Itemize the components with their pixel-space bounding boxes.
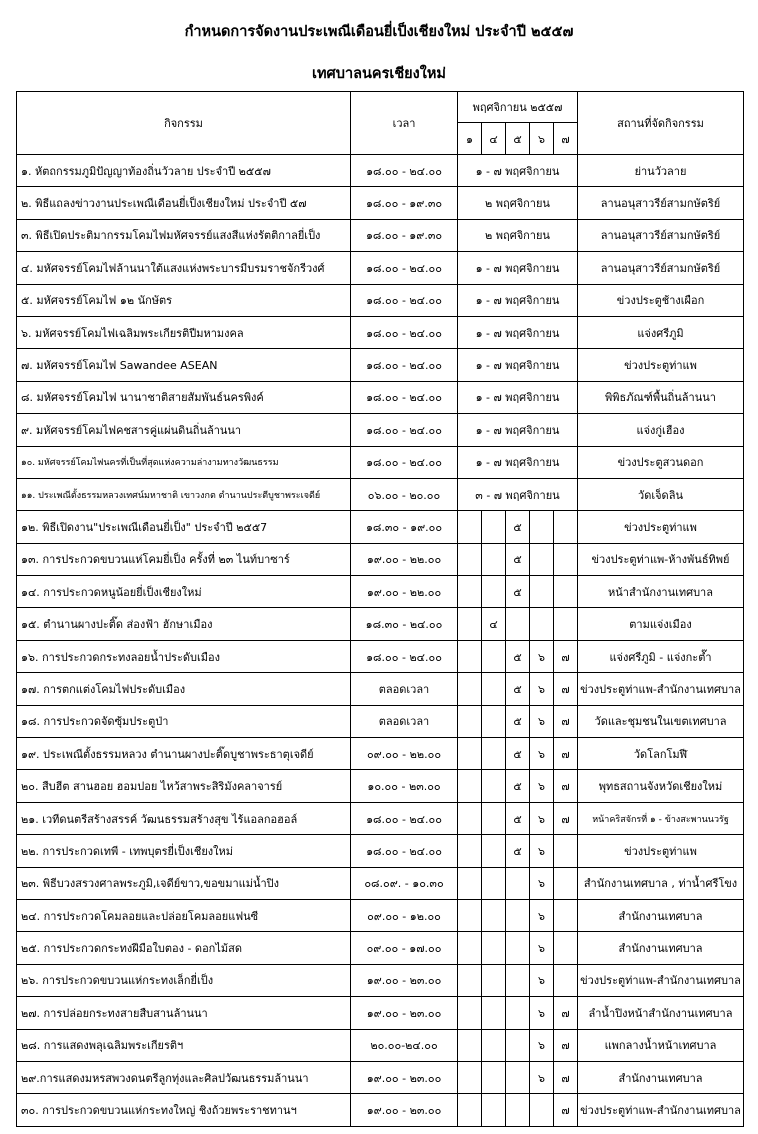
day-cell: ๕ [506, 511, 530, 543]
day-cell [482, 1029, 506, 1061]
time-cell: ตลอดเวลา [351, 705, 458, 737]
table-row [17, 640, 744, 672]
table-row [17, 1061, 744, 1093]
time-cell: ๐๙.๐๐ - ๑๒.๐๐ [351, 899, 458, 931]
day-cell: ๕ [506, 543, 530, 575]
time-cell: ๑๙.๐๐ - ๒๓.๐๐ [351, 997, 458, 1029]
table-row [17, 252, 744, 284]
table-row [17, 414, 744, 446]
date-span-cell: ๒ พฤศจิกายน [458, 187, 578, 219]
location-cell: หน้าสำนักงานเทศบาล [578, 576, 744, 608]
table-row [17, 867, 744, 899]
table-row [17, 770, 744, 802]
location-cell: แพกลางน้ำหน้าเทศบาล [578, 1029, 744, 1061]
location-cell: สำนักงานเทศบาล [578, 932, 744, 964]
date-span-cell: ๑ - ๗ พฤศจิกายน [458, 414, 578, 446]
day-cell: ๖ [530, 705, 554, 737]
day-cell [458, 802, 482, 834]
time-cell: ๑๘.๐๐ - ๒๔.๐๐ [351, 802, 458, 834]
table-row [17, 964, 744, 996]
day-cell [458, 543, 482, 575]
time-cell: ตลอดเวลา [351, 673, 458, 705]
time-cell: ๐๙.๐๐ - ๑๗.๐๐ [351, 932, 458, 964]
time-cell: ๑๘.๓๐ - ๒๔.๐๐ [351, 608, 458, 640]
header-month: พฤศจิกายน ๒๕๕๗ [458, 92, 578, 123]
activity-cell: ๒๑. เวทีดนตรีสร้างสรรค์ วัฒนธรรมสร้างสุข ไร้แอลกอฮอล์ [17, 802, 351, 834]
time-cell: ๐๙.๐๐ - ๒๒.๐๐ [351, 738, 458, 770]
day-cell [482, 1061, 506, 1093]
header-day: ๔ [482, 123, 506, 155]
table-row [17, 219, 744, 251]
activity-cell: ๖. มหัศจรรย์โคมไฟเฉลิมพระเกียรติปีมหามงคล [17, 316, 351, 348]
activity-cell: ๒. พิธีแถลงข่าวงานประเพณีเดือนยี่เป็งเชียงใหม่ ประจำปี ๕๗ [17, 187, 351, 219]
location-cell: สำนักงานเทศบาล [578, 899, 744, 931]
day-cell [506, 867, 530, 899]
day-cell [506, 1029, 530, 1061]
table-row [17, 899, 744, 931]
time-cell: ๑๘.๐๐ - ๒๔.๐๐ [351, 640, 458, 672]
time-cell: ๑๘.๐๐ - ๒๔.๐๐ [351, 349, 458, 381]
date-span-cell: ๑ - ๗ พฤศจิกายน [458, 284, 578, 316]
time-cell: ๐๖.๐๐ - ๒๐.๐๐ [351, 478, 458, 510]
day-cell [482, 576, 506, 608]
day-cell: ๖ [530, 802, 554, 834]
day-cell [458, 608, 482, 640]
activity-cell: ๓. พิธีเปิดประติมากรรมโคมไฟมหัศจรรย์แสงสีแห่งรัตติกาลยี่เป็ง [17, 219, 351, 251]
activity-cell: ๒๗. การปล่อยกระทงสายสืบสานล้านนา [17, 997, 351, 1029]
activity-cell: ๑๕. ตำนานผางปะติ๊ด ส่องฟ้า ฮักษาเมือง [17, 608, 351, 640]
day-cell [482, 673, 506, 705]
location-cell: ข่วงประตูท่าแพ [578, 349, 744, 381]
table-row [17, 155, 744, 187]
activity-cell: ๑๖. การประกวดกระทงลอยน้ำประดับเมือง [17, 640, 351, 672]
day-cell: ๕ [506, 738, 530, 770]
day-cell [506, 997, 530, 1029]
header-day: ๗ [554, 123, 578, 155]
location-cell: ข่วงประตูท่าแพ [578, 835, 744, 867]
table-row [17, 187, 744, 219]
location-cell: สำนักงานเทศบาล [578, 1061, 744, 1093]
day-cell [482, 932, 506, 964]
header-day: ๖ [530, 123, 554, 155]
time-cell: ๑๘.๐๐ - ๒๔.๐๐ [351, 414, 458, 446]
day-cell [554, 835, 578, 867]
day-cell [482, 511, 506, 543]
time-cell: ๑๙.๐๐ - ๒๓.๐๐ [351, 1061, 458, 1093]
activity-cell: ๑๒. พิธีเปิดงาน"ประเพณีเดือนยี่เป็ง" ประจำปี ๒๕๕7 [17, 511, 351, 543]
day-cell: ๕ [506, 673, 530, 705]
location-cell: ข่วงประตูสวนดอก [578, 446, 744, 478]
day-cell: ๗ [554, 1029, 578, 1061]
day-cell: ๕ [506, 835, 530, 867]
day-cell [554, 899, 578, 931]
schedule-body [17, 155, 744, 1127]
day-cell: ๖ [530, 899, 554, 931]
day-cell: ๗ [554, 738, 578, 770]
time-cell: ๑๘.๐๐ - ๑๙.๓๐ [351, 187, 458, 219]
day-cell: ๖ [530, 1061, 554, 1093]
location-cell: ย่านวัวลาย [578, 155, 744, 187]
day-cell [458, 1061, 482, 1093]
day-cell [458, 964, 482, 996]
activity-cell: ๒๙.การแสดงมหรสพวงดนตรีลูกทุ่งและศิลปวัฒนธรรมล้านนา [17, 1061, 351, 1093]
document-subtitle: เทศบาลนครเชียงใหม่ [312, 66, 446, 82]
day-cell: ๖ [530, 835, 554, 867]
schedule-table [16, 91, 744, 1127]
activity-cell: ๒๘. การแสดงพลุเฉลิมพระเกียรติฯ [17, 1029, 351, 1061]
location-cell: ข่วงประตูช้างเผือก [578, 284, 744, 316]
day-cell: ๗ [554, 770, 578, 802]
activity-cell: ๘. มหัศจรรย์โคมไฟ นานาชาติสายสัมพันธ์นครพิงค์ [17, 381, 351, 413]
header-day: ๑ [458, 123, 482, 155]
day-cell [458, 770, 482, 802]
day-cell [554, 576, 578, 608]
date-span-cell: ๓ - ๗ พฤศจิกายน [458, 478, 578, 510]
day-cell [458, 640, 482, 672]
day-cell: ๖ [530, 997, 554, 1029]
day-cell [554, 608, 578, 640]
day-cell [458, 738, 482, 770]
header-location: สถานที่จัดกิจกรรม [578, 92, 744, 155]
table-row [17, 316, 744, 348]
day-cell [482, 705, 506, 737]
activity-cell: ๒๒. การประกวดเทพี - เทพบุตรยี่เป็งเชียงใหม่ [17, 835, 351, 867]
time-cell: ๑๙.๐๐ - ๒๓.๐๐ [351, 1094, 458, 1126]
activity-cell: ๒๕. การประกวดกระทงฝีมือใบตอง - ดอกไม้สด [17, 932, 351, 964]
location-cell: ลานอนุสาวรีย์สามกษัตริย์ [578, 219, 744, 251]
time-cell: ๑๙.๐๐ - ๒๓.๐๐ [351, 964, 458, 996]
header-day: ๕ [506, 123, 530, 155]
location-cell: พิพิธภัณฑ์พื้นถิ่นล้านนา [578, 381, 744, 413]
table-row [17, 284, 744, 316]
day-cell [458, 1029, 482, 1061]
day-cell: ๗ [554, 802, 578, 834]
day-cell [530, 543, 554, 575]
table-row [17, 705, 744, 737]
table-row [17, 576, 744, 608]
location-cell: แจ่งกู่เฮือง [578, 414, 744, 446]
activity-cell: ๒๓. พิธีบวงสรวงศาลพระภูมิ,เจดีย์ขาว,ขอขมาแม่น้ำปิง [17, 867, 351, 899]
table-row [17, 543, 744, 575]
day-cell: ๕ [506, 576, 530, 608]
day-cell [530, 1094, 554, 1126]
time-cell: ๑๘.๐๐ - ๒๔.๐๐ [351, 446, 458, 478]
activity-cell: ๓๐. การประกวดขบวนแห่กระทงใหญ่ ชิงถ้วยพระราชทานฯ [17, 1094, 351, 1126]
date-span-cell: ๑ - ๗ พฤศจิกายน [458, 349, 578, 381]
day-cell: ๕ [506, 770, 530, 802]
date-span-cell: ๑ - ๗ พฤศจิกายน [458, 446, 578, 478]
day-cell: ๗ [554, 997, 578, 1029]
day-cell [482, 867, 506, 899]
day-cell [554, 932, 578, 964]
day-cell [530, 608, 554, 640]
location-cell: ข่วงประตูท่าแพ-สำนักงานเทศบาล [578, 964, 744, 996]
activity-cell: ๙. มหัศจรรย์โคมไฟคชสารคู่แผ่นดินถิ่นล้านนา [17, 414, 351, 446]
location-cell: วัดเจ็ดลิน [578, 478, 744, 510]
location-cell: ลานอนุสาวรีย์สามกษัตริย์ [578, 187, 744, 219]
time-cell: ๑๘.๐๐ - ๒๔.๐๐ [351, 381, 458, 413]
table-row [17, 446, 744, 478]
activity-cell: ๑๐. มหัศจรรย์โคมไฟนครที่เป็นที่สุดแห่งความล่างามทางวัฒนธรรม [17, 446, 351, 478]
day-cell: ๗ [554, 673, 578, 705]
table-row [17, 511, 744, 543]
day-cell: ๖ [530, 964, 554, 996]
day-cell [482, 835, 506, 867]
day-cell: ๖ [530, 673, 554, 705]
day-cell [482, 964, 506, 996]
activity-cell: ๑๗. การตกแต่งโคมไฟประดับเมือง [17, 673, 351, 705]
time-cell: ๑๘.๐๐ - ๒๔.๐๐ [351, 835, 458, 867]
day-cell [554, 964, 578, 996]
day-cell [554, 511, 578, 543]
time-cell: ๐๘.๐๙. - ๑๐.๓๐ [351, 867, 458, 899]
time-cell: ๑๐.๐๐ - ๒๓.๐๐ [351, 770, 458, 802]
activity-cell: ๑๔. การประกวดหนูน้อยยี่เป็งเชียงใหม่ [17, 576, 351, 608]
day-cell [458, 997, 482, 1029]
activity-cell: ๒๔. การประกวดโคมลอยและปล่อยโคมลอยแฟนซี [17, 899, 351, 931]
time-cell: ๑๙.๐๐ - ๒๒.๐๐ [351, 543, 458, 575]
day-cell [458, 705, 482, 737]
table-row [17, 608, 744, 640]
day-cell: ๖ [530, 867, 554, 899]
day-cell [506, 932, 530, 964]
day-cell: ๕ [506, 705, 530, 737]
activity-cell: ๑๙. ประเพณีตั้งธรรมหลวง ตำนานผางปะติ๊ดบูชาพระธาตุเจดีย์ [17, 738, 351, 770]
day-cell: ๗ [554, 1094, 578, 1126]
day-cell [482, 738, 506, 770]
day-cell: ๗ [554, 705, 578, 737]
activity-cell: ๔. มหัศจรรย์โคมไฟล้านนาใต้แสงแห่งพระบารมีบรมราชจักรีวงศ์ [17, 252, 351, 284]
document-title: กำหนดการจัดงานประเพณีเดือนยี่เป็งเชียงใหม่ ประจำปี ๒๕๕๗ [184, 24, 574, 40]
header-time: เวลา [351, 92, 458, 155]
location-cell: ลำน้ำปิงหน้าสำนักงานเทศบาล [578, 997, 744, 1029]
day-cell [506, 964, 530, 996]
location-cell: แจ่งศรีภูมิ - แจ่งกะต๊ำ [578, 640, 744, 672]
table-row [17, 835, 744, 867]
time-cell: ๑๘.๐๐ - ๒๔.๐๐ [351, 284, 458, 316]
day-cell: ๗ [554, 1061, 578, 1093]
table-row [17, 381, 744, 413]
table-row [17, 738, 744, 770]
location-cell: ตามแจ่งเมือง [578, 608, 744, 640]
time-cell: ๑๙.๐๐ - ๒๒.๐๐ [351, 576, 458, 608]
location-cell: แจ่งศรีภูมิ [578, 316, 744, 348]
table-row [17, 1029, 744, 1061]
activity-cell: ๑๓. การประกวดขบวนแห่โคมยี่เป็ง ครั้งที่ ๒๓ ไนท์บาซาร์ [17, 543, 351, 575]
day-cell [482, 770, 506, 802]
day-cell: ๖ [530, 1029, 554, 1061]
location-cell: ข่วงประตูท่าแพ-ห้างพันธ์ทิพย์ [578, 543, 744, 575]
day-cell: ๔ [482, 608, 506, 640]
time-cell: ๒๐.๐๐-๒๔.๐๐ [351, 1029, 458, 1061]
date-span-cell: ๑ - ๗ พฤศจิกายน [458, 381, 578, 413]
location-cell: หน้าคริสจักรที่ ๑ - ข้างสะพานนวรัฐ [578, 802, 744, 834]
location-cell: ลานอนุสาวรีย์สามกษัตริย์ [578, 252, 744, 284]
header-activity: กิจกรรม [17, 92, 351, 155]
activity-cell: ๑๑. ประเพณีตั้งธรรมหลวงเทศน์มหาชาติ เขาวงกต ตำนานประตีบูชาพระเจดีย์ [17, 478, 351, 510]
day-cell [530, 511, 554, 543]
location-cell: ข่วงประตูท่าแพ-สำนักงานเทศบาล [578, 1094, 744, 1126]
day-cell [506, 899, 530, 931]
day-cell [458, 867, 482, 899]
activity-cell: ๑๘. การประกวดจัดซุ้มประตูป่า [17, 705, 351, 737]
date-span-cell: ๑ - ๗ พฤศจิกายน [458, 316, 578, 348]
table-row [17, 802, 744, 834]
day-cell [482, 802, 506, 834]
day-cell [458, 932, 482, 964]
day-cell [458, 673, 482, 705]
day-cell: ๗ [554, 640, 578, 672]
activity-cell: ๒๐. สืบฮีต สานฮอย ฮอมปอย ไหว้สาพระสิริมังคลาจารย์ [17, 770, 351, 802]
activity-cell: ๕. มหัศจรรย์โคมไฟ ๑๒ นักษัตร [17, 284, 351, 316]
day-cell [482, 543, 506, 575]
activity-cell: ๗. มหัศจรรย์โคมไฟ Sawandee ASEAN [17, 349, 351, 381]
day-cell [482, 899, 506, 931]
day-cell: ๕ [506, 640, 530, 672]
day-cell [530, 576, 554, 608]
day-cell [458, 576, 482, 608]
day-cell: ๖ [530, 770, 554, 802]
time-cell: ๑๘.๐๐ - ๒๔.๐๐ [351, 316, 458, 348]
location-cell: พุทธสถานจังหวัดเชียงใหม่ [578, 770, 744, 802]
day-cell [554, 543, 578, 575]
location-cell: ข่วงประตูท่าแพ-สำนักงานเทศบาล [578, 673, 744, 705]
activity-cell: ๑. หัตถกรรมภูมิปัญญาท้องถิ่นวัวลาย ประจำปี ๒๕๕๗ [17, 155, 351, 187]
date-span-cell: ๒ พฤศจิกายน [458, 219, 578, 251]
day-cell [458, 1094, 482, 1126]
location-cell: สำนักงานเทศบาล , ท่าน้ำศรีโขง [578, 867, 744, 899]
location-cell: วัดโลกโมฬี [578, 738, 744, 770]
day-cell [482, 1094, 506, 1126]
table-row [17, 1094, 744, 1126]
day-cell [482, 640, 506, 672]
day-cell [554, 867, 578, 899]
table-row [17, 932, 744, 964]
date-span-cell: ๑ - ๗ พฤศจิกายน [458, 252, 578, 284]
day-cell: ๖ [530, 932, 554, 964]
table-row [17, 478, 744, 510]
day-cell [506, 1094, 530, 1126]
location-cell: วัดและชุมชนในเขตเทศบาล [578, 705, 744, 737]
day-cell [458, 511, 482, 543]
day-cell: ๖ [530, 640, 554, 672]
time-cell: ๑๘.๐๐ - ๒๔.๐๐ [351, 155, 458, 187]
table-row [17, 673, 744, 705]
table-row [17, 349, 744, 381]
time-cell: ๑๘.๓๐ - ๑๙.๐๐ [351, 511, 458, 543]
table-row [17, 997, 744, 1029]
day-cell [506, 608, 530, 640]
date-span-cell: ๑ - ๗ พฤศจิกายน [458, 155, 578, 187]
day-cell [458, 899, 482, 931]
time-cell: ๑๘.๐๐ - ๑๙.๓๐ [351, 219, 458, 251]
day-cell [458, 835, 482, 867]
day-cell: ๖ [530, 738, 554, 770]
time-cell: ๑๘.๐๐ - ๒๔.๐๐ [351, 252, 458, 284]
activity-cell: ๒๖. การประกวดขบวนแห่กระทงเล็กยี่เป็ง [17, 964, 351, 996]
day-cell [482, 997, 506, 1029]
day-cell [506, 1061, 530, 1093]
day-cell: ๕ [506, 802, 530, 834]
location-cell: ข่วงประตูท่าแพ [578, 511, 744, 543]
